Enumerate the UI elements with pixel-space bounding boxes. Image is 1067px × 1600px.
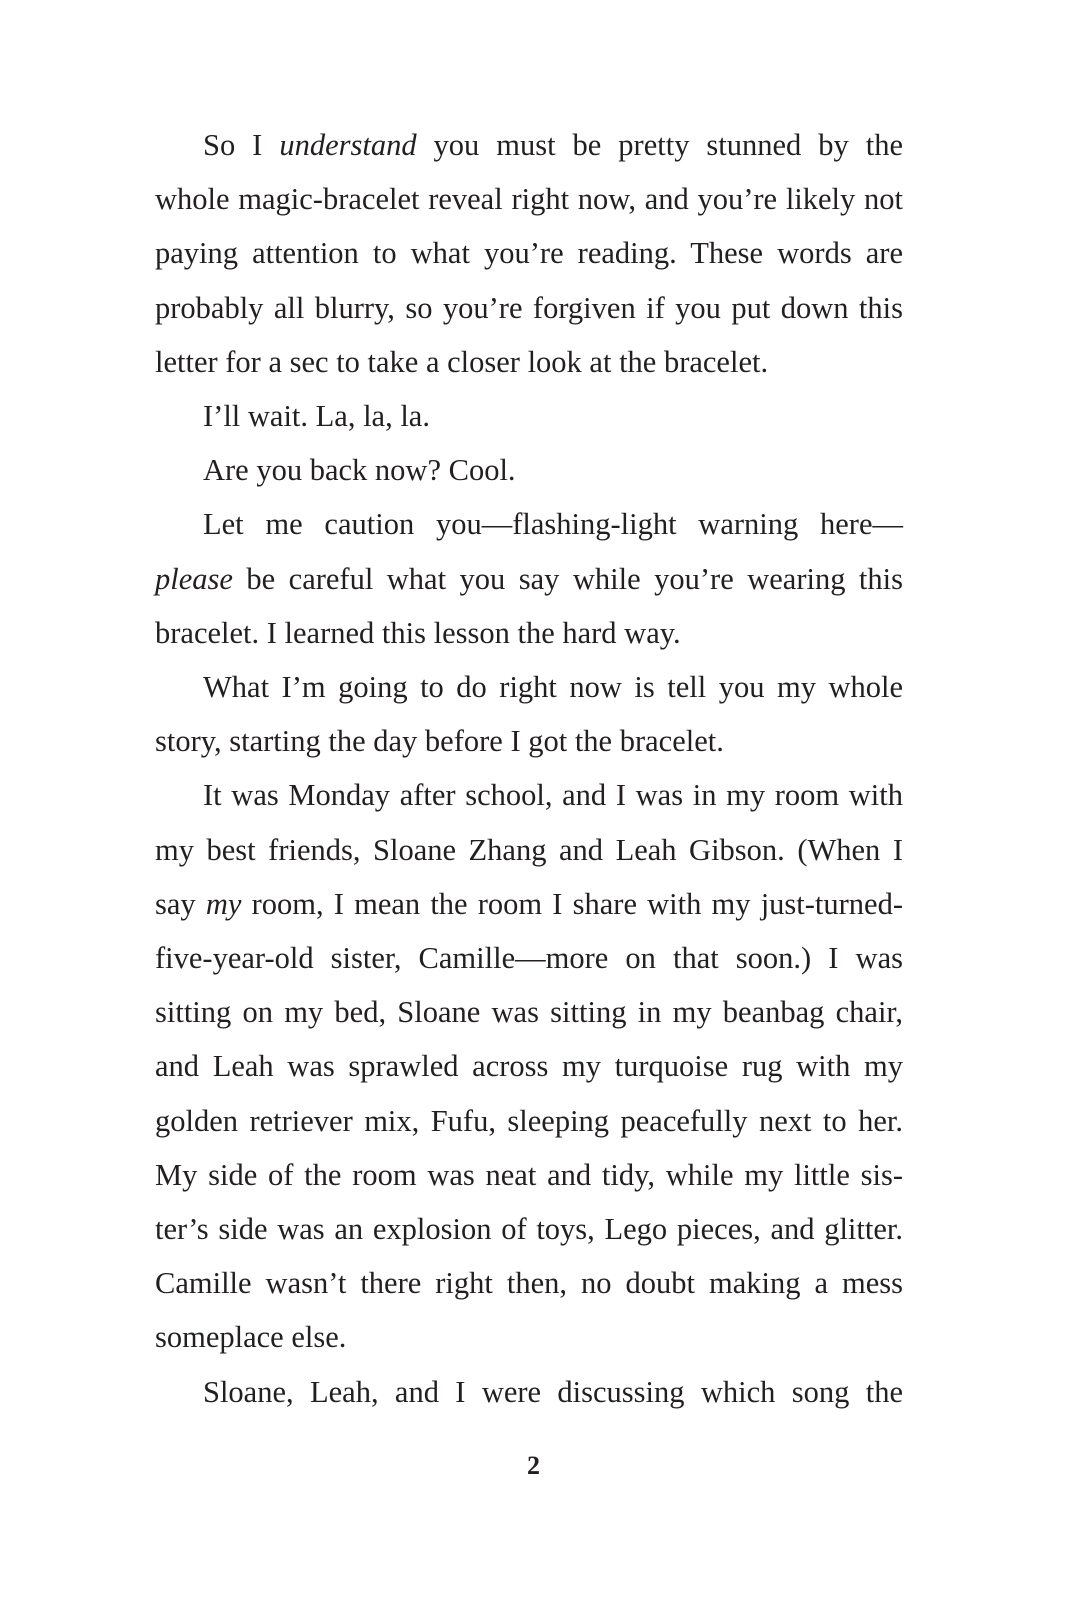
- text-segment: paying attention to what you’re reading. These words are: [155, 236, 903, 271]
- text-segment: sitting on my bed, Sloane was sitting in my beanbag chair,: [155, 995, 903, 1030]
- text-line: [203, 1365, 903, 1419]
- text-line: [203, 768, 903, 822]
- text-line: [155, 1148, 903, 1202]
- text-segment: So I: [203, 128, 280, 162]
- text-segment: someplace else.: [155, 1320, 347, 1355]
- text-segment: I’ll wait. La, la, la.: [203, 399, 430, 433]
- text-line: [155, 552, 903, 606]
- text-line: [203, 497, 903, 551]
- text-line: [203, 443, 903, 497]
- text-segment: my best friends, Sloane Zhang and Leah Gibson. (When I: [155, 832, 903, 867]
- text-line: [203, 389, 903, 443]
- text-segment: It was Monday after school, and I was in my room with: [203, 778, 903, 813]
- text-segment: five-year-old sister, Camille—more on that soon.) I was: [155, 941, 903, 975]
- text-line: [155, 931, 903, 985]
- text-segment: What I’m going to do right now is tell you my whole: [203, 670, 903, 704]
- text-line: [155, 1202, 903, 1256]
- text-segment: Sloane, Leah, and I were discussing which song the: [203, 1374, 903, 1409]
- text-line: [155, 1256, 903, 1310]
- italic-text: understand: [279, 128, 417, 162]
- text-segment: golden retriever mix, Fufu, sleeping peacefully next to her.: [155, 1103, 903, 1138]
- text-segment: ter’s side was an explosion of toys, Lego pieces, and glitter.: [155, 1212, 903, 1246]
- italic-text: my: [205, 886, 242, 921]
- italic-text: please: [155, 561, 233, 596]
- text-line: [155, 335, 903, 389]
- page-number: 2: [527, 1451, 540, 1480]
- text-segment: letter for a sec to take a closer look at the bracelet.: [155, 344, 769, 379]
- text-line: [203, 660, 903, 714]
- text-line: [155, 281, 903, 335]
- text-segment: be careful what you say while you’re wearing this: [232, 561, 903, 596]
- text-line: [155, 1094, 903, 1148]
- text-line: [203, 118, 903, 172]
- text-segment: story, starting the day before I got the bracelet.: [155, 724, 724, 759]
- text-line: [155, 1310, 903, 1364]
- text-line: [155, 606, 903, 660]
- text-line: [155, 985, 903, 1039]
- text-segment: you must be pretty stunned by the: [416, 128, 903, 162]
- text-line: [155, 172, 903, 226]
- text-segment: say: [155, 886, 206, 921]
- text-segment: and Leah was sprawled across my turquoise rug with my: [155, 1049, 903, 1084]
- text-segment: Let me caution you—flashing-light warning here—: [203, 507, 903, 542]
- text-line: [155, 714, 903, 768]
- text-segment: Are you back now? Cool.: [203, 453, 516, 488]
- text-line: [155, 823, 903, 877]
- text-line: [155, 226, 903, 280]
- text-segment: probably all blurry, so you’re forgiven if you put down this: [155, 290, 903, 325]
- text-segment: My side of the room was neat and tidy, while my little sis-: [155, 1157, 903, 1192]
- text-segment: whole magic-bracelet reveal right now, and you’re likely not: [155, 182, 903, 217]
- text-line: [155, 877, 903, 931]
- text-segment: Camille wasn’t there right then, no doubt making a mess: [155, 1266, 903, 1301]
- text-segment: room, I mean the room I share with my just-turned-: [241, 886, 903, 921]
- text-segment: bracelet. I learned this lesson the hard way.: [155, 615, 681, 650]
- text-line: [155, 1039, 903, 1093]
